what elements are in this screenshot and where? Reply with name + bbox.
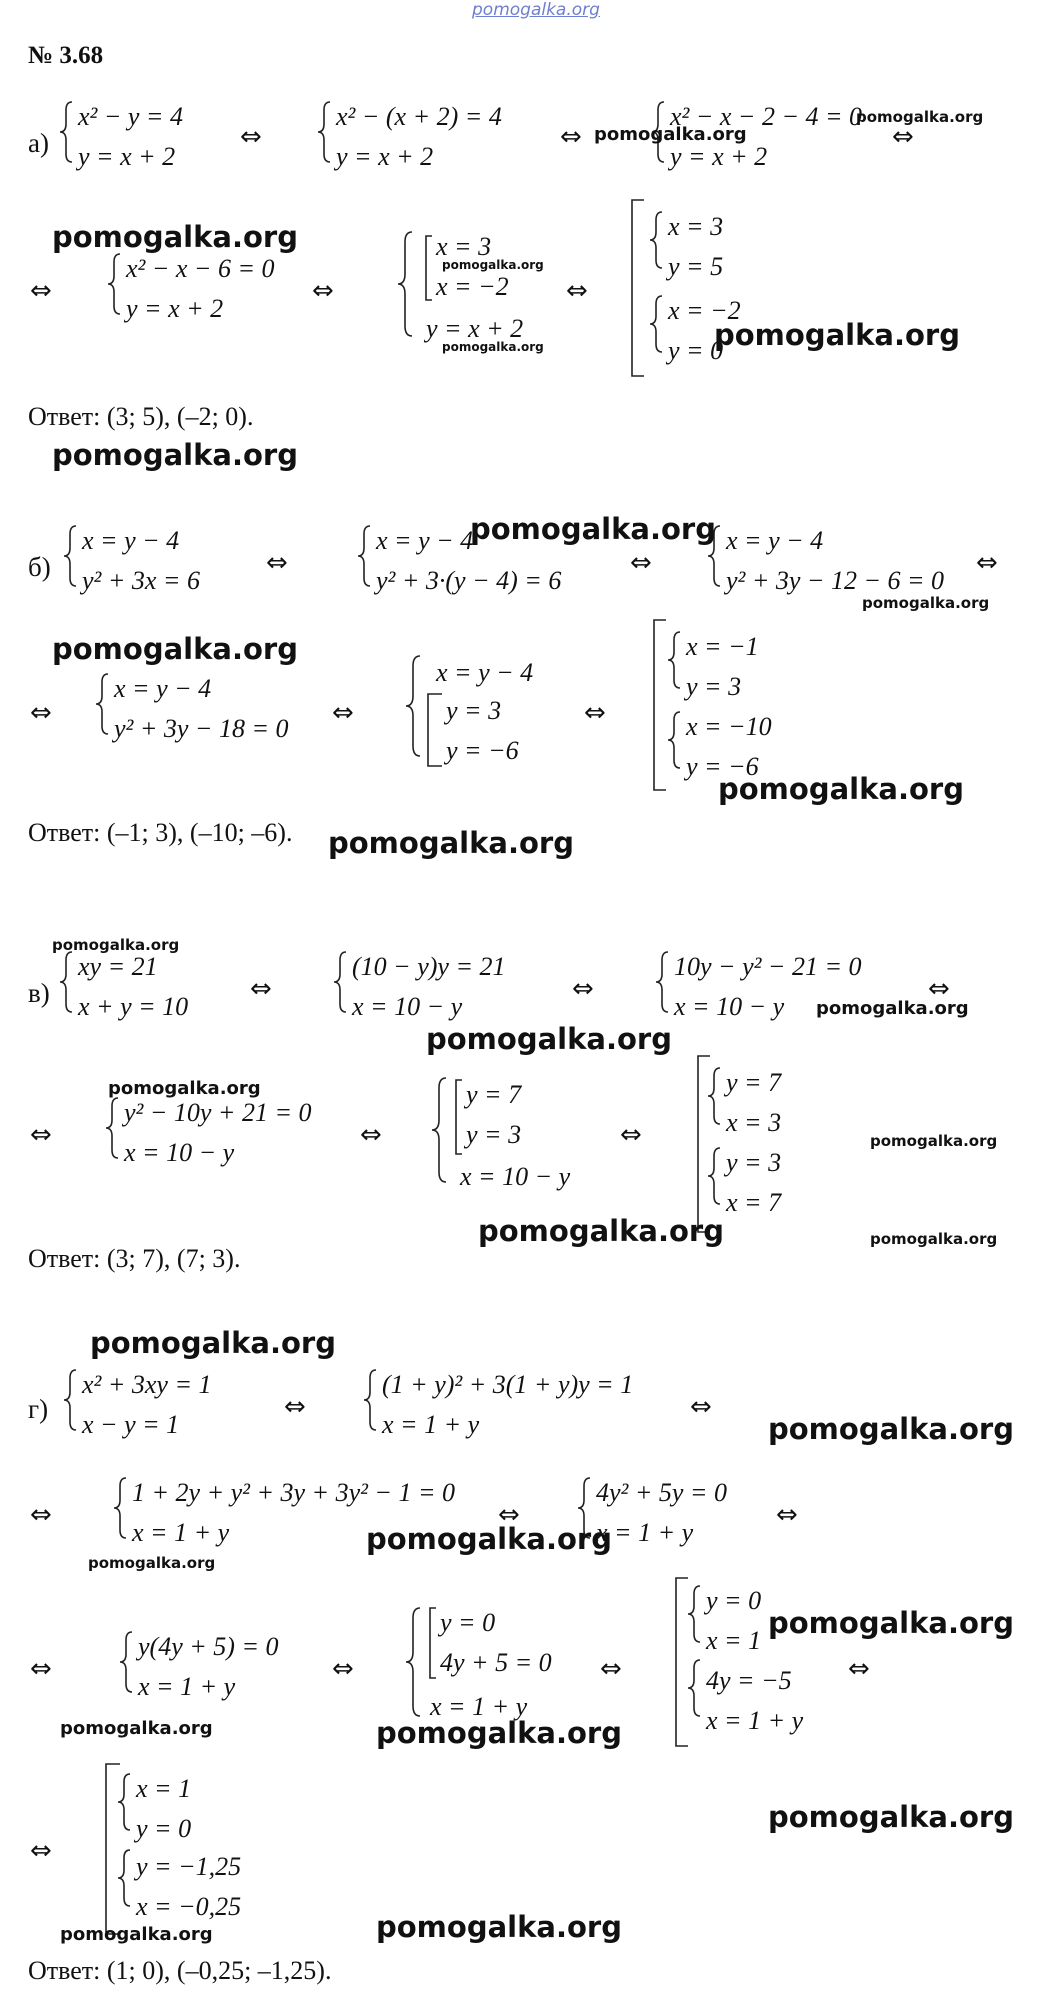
watermark: pomogalka.org (376, 1716, 622, 1750)
watermark: pomogalka.org (768, 1606, 1014, 1640)
collection-bracket-icon (698, 1056, 710, 1232)
b-s2-eq2: y² + 3·(y − 4) = 6 (376, 566, 562, 595)
equiv-icon: ⇔ (584, 698, 606, 728)
a-s4-eq1: x² − x − 6 = 0 (126, 254, 275, 283)
system-brace-icon (64, 526, 76, 586)
g-s8-eq1: x = 1 (136, 1774, 192, 1803)
b-s5-eq3: y = −6 (446, 736, 519, 765)
a-s3-eq2: y = x + 2 (670, 142, 768, 171)
system-brace-icon (318, 102, 330, 162)
equiv-icon: ⇔ (240, 122, 262, 152)
system-brace-icon (398, 232, 412, 336)
v-s1-eq1: xy = 21 (78, 952, 158, 981)
equiv-icon: ⇔ (776, 1500, 798, 1530)
system-brace-icon (432, 1078, 446, 1182)
part-a-label: а) (28, 128, 49, 158)
system-brace-icon (650, 212, 662, 268)
watermark: pomogalka.org (328, 826, 574, 860)
equiv-icon: ⇔ (560, 122, 582, 152)
site-header-link[interactable]: pomogalka.org (472, 0, 600, 20)
a-s5-eq1: x = 3 (436, 232, 492, 261)
answer-g: Ответ: (1; 0), (–0,25; –1,25). (28, 1956, 332, 1985)
v-s2-eq1: (10 − y)y = 21 (352, 952, 506, 981)
watermark: pomogalka.org (108, 1078, 261, 1099)
b-s6-eq4: y = −6 (686, 752, 759, 781)
g-s6-eq2: 4y + 5 = 0 (440, 1648, 552, 1677)
watermark: pomogalka.org (870, 1132, 998, 1150)
collection-bracket-icon (430, 1608, 436, 1678)
system-brace-icon (406, 656, 420, 756)
system-brace-icon (118, 1850, 130, 1906)
a-s6-eq2: y = 5 (668, 252, 724, 281)
equiv-icon: ⇔ (250, 974, 272, 1004)
watermark: pomogalka.org (862, 594, 990, 612)
equiv-icon: ⇔ (630, 548, 652, 578)
g-s8-eq2: y = 0 (136, 1814, 192, 1843)
system-brace-icon (120, 1632, 132, 1692)
equiv-icon: ⇔ (360, 1120, 382, 1150)
equiv-icon: ⇔ (332, 1654, 354, 1684)
watermark: pomogalka.org (856, 108, 984, 126)
watermark: pomogalka.org (442, 258, 544, 272)
a-s2-eq1: x² − (x + 2) = 4 (336, 102, 502, 131)
system-brace-icon (656, 952, 668, 1012)
system-brace-icon (668, 712, 680, 768)
g-s7-eq2: x = 1 (706, 1626, 762, 1655)
g-s1-eq1: x² + 3xy = 1 (82, 1370, 212, 1399)
b-s2-eq1: x = y − 4 (376, 526, 474, 555)
equiv-icon: ⇔ (30, 276, 52, 306)
v-s6-eq2: x = 3 (726, 1108, 782, 1137)
equiv-icon: ⇔ (312, 276, 334, 306)
v-s6-eq4: x = 7 (726, 1188, 782, 1217)
v-s6-eq3: y = 3 (726, 1148, 782, 1177)
a-s6-eq1: x = 3 (668, 212, 724, 241)
watermark: pomogalka.org (470, 512, 716, 546)
system-brace-icon (96, 674, 108, 734)
a-s6-eq4: y = 0 (668, 336, 724, 365)
g-s1-eq2: x − y = 1 (82, 1410, 180, 1439)
answer-v: Ответ: (3; 7), (7; 3). (28, 1244, 241, 1273)
system-brace-icon (650, 296, 662, 352)
v-s5-eq3: x = 10 − y (460, 1162, 571, 1191)
watermark: pomogalka.org (90, 1326, 336, 1360)
g-s6-eq1: y = 0 (440, 1608, 496, 1637)
g-s5-eq1: y(4y + 5) = 0 (138, 1632, 279, 1661)
system-brace-icon (406, 1608, 420, 1716)
g-s2-eq1: (1 + y)² + 3(1 + y)y = 1 (382, 1370, 634, 1399)
v-s1-eq2: x + y = 10 (78, 992, 189, 1021)
b-s1-eq2: y² + 3x = 6 (82, 566, 200, 595)
b-s3-eq1: x = y − 4 (726, 526, 824, 555)
g-s5-eq2: x = 1 + y (138, 1672, 236, 1701)
answer-a: Ответ: (3; 5), (–2; 0). (28, 402, 254, 431)
system-brace-icon (688, 1660, 700, 1716)
watermark: pomogalka.org (52, 936, 180, 954)
g-s3-eq1: 1 + 2y + y² + 3y + 3y² − 1 = 0 (132, 1478, 456, 1507)
v-s6-eq1: y = 7 (726, 1068, 782, 1097)
watermark: pomogalka.org (426, 1022, 672, 1056)
g-s2-eq2: x = 1 + y (382, 1410, 480, 1439)
system-brace-icon (668, 632, 680, 688)
watermark: pomogalka.org (52, 220, 298, 254)
equiv-icon: ⇔ (892, 122, 914, 152)
watermark: pomogalka.org (60, 1924, 213, 1945)
equiv-icon: ⇔ (976, 548, 998, 578)
equiv-icon: ⇔ (848, 1654, 870, 1684)
system-brace-icon (60, 102, 72, 162)
collection-bracket-icon (426, 236, 432, 300)
equiv-icon: ⇔ (30, 1120, 52, 1150)
equiv-icon: ⇔ (266, 548, 288, 578)
part-g-label: г) (28, 1394, 49, 1424)
equiv-icon: ⇔ (600, 1654, 622, 1684)
g-s7-eq3: 4y = −5 (706, 1666, 792, 1695)
equiv-icon: ⇔ (332, 698, 354, 728)
watermark: pomogalka.org (594, 124, 747, 145)
g-s7-eq1: y = 0 (706, 1586, 762, 1615)
watermark: pomogalka.org (60, 1718, 213, 1739)
b-s6-eq3: x = −10 (686, 712, 772, 741)
a-s1-eq1: x² − y = 4 (78, 102, 183, 131)
watermark: pomogalka.org (52, 438, 298, 472)
collection-bracket-icon (632, 200, 644, 376)
equiv-icon: ⇔ (498, 1500, 520, 1530)
g-s6-eq3: x = 1 + y (430, 1692, 528, 1721)
collection-bracket-icon (428, 694, 442, 766)
a-s5-eq2: x = −2 (436, 272, 509, 301)
part-v-label: в) (28, 978, 50, 1008)
v-s3-eq2: x = 10 − y (674, 992, 785, 1021)
watermark: pomogalka.org (816, 998, 969, 1019)
watermark: pomogalka.org (768, 1800, 1014, 1834)
system-brace-icon (114, 1478, 126, 1538)
collection-bracket-icon (654, 620, 666, 790)
collection-bracket-icon (456, 1080, 462, 1154)
a-s3-eq1: x² − x − 2 − 4 = 0 (670, 102, 863, 131)
equiv-icon: ⇔ (30, 698, 52, 728)
watermark: pomogalka.org (718, 772, 964, 806)
watermark: pomogalka.org (376, 1910, 622, 1944)
g-s8-eq4: x = −0,25 (136, 1892, 242, 1921)
v-s4-eq1: y² − 10y + 21 = 0 (124, 1098, 312, 1127)
watermark: pomogalka.org (88, 1554, 216, 1572)
system-brace-icon (106, 1098, 118, 1158)
a-s5-eq3: y = x + 2 (426, 314, 524, 343)
part-b-label: б) (28, 552, 51, 582)
equiv-icon: ⇔ (620, 1120, 642, 1150)
b-s6-eq2: y = 3 (686, 672, 742, 701)
v-s5-eq1: y = 7 (466, 1080, 522, 1109)
g-s4-eq1: 4y² + 5y = 0 (596, 1478, 727, 1507)
watermark: pomogalka.org (442, 340, 544, 354)
collection-bracket-icon (676, 1578, 688, 1746)
system-brace-icon (708, 1068, 720, 1124)
watermark: pomogalka.org (768, 1412, 1014, 1446)
b-s5-eq1: x = y − 4 (436, 658, 534, 687)
a-s6-eq3: x = −2 (668, 296, 741, 325)
problem-title: № 3.68 (28, 42, 104, 69)
v-s4-eq2: x = 10 − y (124, 1138, 235, 1167)
answer-b: Ответ: (–1; 3), (–10; –6). (28, 818, 293, 847)
g-s3-eq2: x = 1 + y (132, 1518, 230, 1547)
system-brace-icon (60, 952, 72, 1012)
equiv-icon: ⇔ (30, 1500, 52, 1530)
system-brace-icon (108, 254, 120, 314)
g-s4-eq2: x = 1 + y (596, 1518, 694, 1547)
a-s2-eq2: y = x + 2 (336, 142, 434, 171)
system-brace-icon (708, 1148, 720, 1204)
watermark: pomogalka.org (478, 1214, 724, 1248)
watermark: pomogalka.org (52, 632, 298, 666)
system-brace-icon (364, 1370, 376, 1430)
a-s4-eq2: y = x + 2 (126, 294, 224, 323)
b-s4-eq1: x = y − 4 (114, 674, 212, 703)
system-brace-icon (358, 526, 370, 586)
b-s5-eq2: y = 3 (446, 696, 502, 725)
equiv-icon: ⇔ (572, 974, 594, 1004)
v-s5-eq2: y = 3 (466, 1120, 522, 1149)
watermark: pomogalka.org (366, 1522, 612, 1556)
b-s3-eq2: y² + 3y − 12 − 6 = 0 (726, 566, 945, 595)
system-brace-icon (64, 1370, 76, 1430)
system-brace-icon (688, 1586, 700, 1642)
watermark: pomogalka.org (714, 318, 960, 352)
g-s7-eq4: x = 1 + y (706, 1706, 804, 1735)
equiv-icon: ⇔ (30, 1654, 52, 1684)
watermark: pomogalka.org (870, 1230, 998, 1248)
b-s4-eq2: y² + 3y − 18 = 0 (114, 714, 289, 743)
equiv-icon: ⇔ (690, 1392, 712, 1422)
system-brace-icon (334, 952, 346, 1012)
v-s2-eq2: x = 10 − y (352, 992, 463, 1021)
equiv-icon: ⇔ (928, 974, 950, 1004)
v-s3-eq1: 10y − y² − 21 = 0 (674, 952, 862, 981)
equiv-icon: ⇔ (284, 1392, 306, 1422)
equiv-icon: ⇔ (30, 1836, 52, 1866)
b-s6-eq1: x = −1 (686, 632, 759, 661)
system-brace-icon (118, 1774, 130, 1830)
a-s1-eq2: y = x + 2 (78, 142, 176, 171)
equiv-icon: ⇔ (566, 276, 588, 306)
g-s8-eq3: y = −1,25 (136, 1852, 242, 1881)
b-s1-eq1: x = y − 4 (82, 526, 180, 555)
collection-bracket-icon (106, 1764, 120, 1934)
